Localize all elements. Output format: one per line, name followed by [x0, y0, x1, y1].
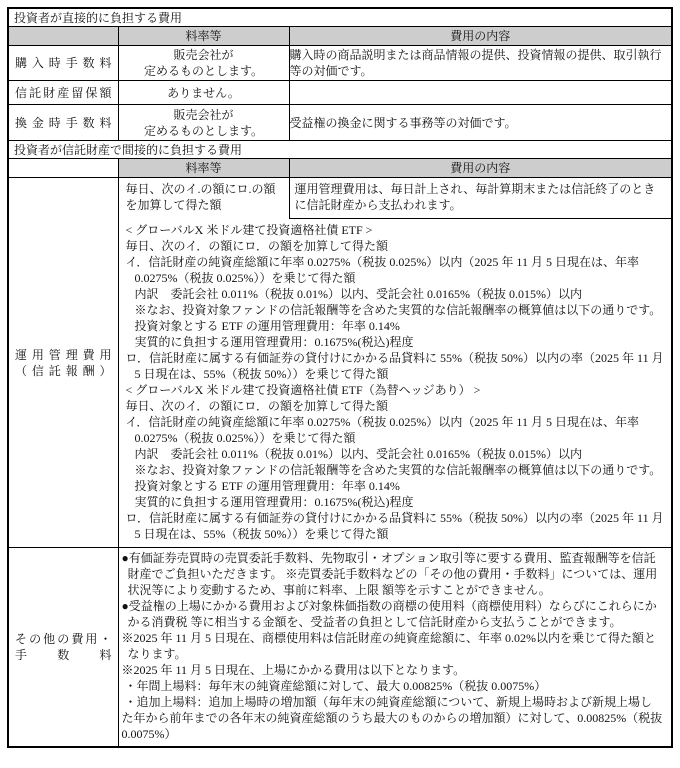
- fund2-effective-fee: 実質的に負担する運用管理費用：0.1675%(税込)程度: [134, 495, 414, 509]
- fund1-breakdown: 内訳 委託会社 0.011%（税抜 0.01%）以内、受託会社 0.0165%（税抜 0.015%）以内: [134, 287, 583, 301]
- header-cell-empty: [8, 27, 118, 46]
- fund1-item-i: イ．信託財産の純資産総額に年率 0.0275%（税抜 0.025%）以内（2025 年 11 月 5 日現在は、年率 0.0275%（税抜 0.025%））を乗じて得た額: [125, 255, 639, 285]
- management-fee-label-cell: [8, 178, 118, 548]
- redemption-fee-rate-line1: 販売会社が: [173, 107, 234, 122]
- header2-cell-content: 費用の内容: [289, 159, 672, 178]
- header-row-indirect: [8, 159, 672, 178]
- retention-label-cell: [8, 81, 118, 105]
- other-fees-bullet-listing: ●受益権の上場にかかる費用および対象株価指数の商標の使用料（商標使用料）ならびにこれらにかかる消費税 等に相当する金額を、受益者の負担として信託財産から支払うことができます。: [121, 599, 657, 629]
- header-cell-content: 費用の内容: [289, 27, 672, 46]
- purchase-fee-content: 購入時の商品説明または商品情報の提供、投資情報の提供、取引執行等の対価です。: [289, 46, 672, 81]
- row-retention-amount: [8, 81, 672, 105]
- management-fee-rate-intro: 毎日、次のイ.の額にロ.の額を加算して得た額: [125, 182, 276, 212]
- row-management-fee: [8, 178, 672, 548]
- redemption-fee-content: 受益権の換金に関する事務等の対価です。: [289, 105, 672, 141]
- fund2-note: ※なお、投資対象ファンドの信託報酬等を含めた実質的な信託報酬率の概算値は以下の通りです。: [134, 463, 662, 477]
- other-fees-body-cell: [118, 548, 672, 748]
- other-fees-note-trademark: ※2025 年 11 月 5 日現在、商標使用料は信託財産の純資産総額に、年率 0.02%以内を乗じて得た額となります。: [121, 631, 657, 661]
- section-title-indirect: 投資者が信託財産で間接的に負担する費用: [8, 141, 672, 159]
- purchase-fee-rate-line1: 販売会社が: [173, 48, 234, 62]
- fund1-note: ※なお、投資対象ファンドの信託報酬等を含めた実質的な信託報酬率の概算値は以下の通りです。: [134, 303, 662, 317]
- other-fees-additional-listing: ・追加上場料：追加上場時の増加額（毎年末の純資産総額について、新規上場時および新規上場した年から前年までの各年末の純資産総額のうち最大のものからの増加額）に対して、0.00825%（税抜 0.0075%）: [121, 695, 663, 741]
- row-redemption-fee: [8, 105, 672, 141]
- other-fees-paragraphs: [119, 548, 672, 746]
- fund2-daily-rule: 毎日、次のイ．の額にロ．の額を加算して得た額: [125, 399, 388, 413]
- fee-table: [7, 7, 673, 748]
- section-row-indirect: [8, 141, 672, 159]
- other-fees-bullet-brokerage: ●有価証券売買時の売買委託手数料、先物取引・オプション取引等に要する費用、監査報酬等を信託財産でご負担いただきます。 ※売買委託手数料などの「その他の費用・手数料」については、運用状況等により変動するため、事前に料率、上限 額等を示すことができません。: [121, 551, 658, 597]
- row-purchase-fee: [8, 46, 672, 81]
- fund1-effective-fee: 実質的に負担する運用管理費用：0.1675%(税込)程度: [134, 335, 414, 349]
- management-fee-label-line1: 運用管理費用: [15, 347, 112, 362]
- management-fee-label-line2: （信託報酬）: [15, 363, 112, 378]
- retention-label: 信託財産留保額: [15, 85, 112, 100]
- retention-rate-cell: [118, 81, 289, 105]
- fund1-item-ro: ロ．信託財産に属する有価証券の貸付けにかかる品貸料に 55%（税抜 50%）以内の率（2025 年 11 月 5 日現在は、55%（税抜 50%））を乗じて得た額: [125, 351, 664, 381]
- redemption-fee-rate-line2: 定めるものとします。: [143, 123, 264, 138]
- redemption-fee-rate-cell: [118, 105, 289, 141]
- fund2-item-i: イ．信託財産の純資産総額に年率 0.0275%（税抜 0.025%）以内（2025 年 11 月 5 日現在は、年率 0.0275%（税抜 0.025%））を乗じて得た額: [125, 415, 639, 445]
- fund2-etf-fee: 投資対象とする ETF の運用管理費用：年率 0.14%: [134, 479, 400, 493]
- section-title-direct: 投資者が直接的に負担する費用: [8, 8, 672, 27]
- other-fees-label-cell: [8, 548, 118, 748]
- management-fee-top: [119, 178, 672, 219]
- retention-content: [289, 81, 672, 105]
- management-fee-detail: [119, 219, 672, 547]
- fee-document: [7, 7, 673, 748]
- header-row-direct: [8, 27, 672, 46]
- section-row-direct: [8, 8, 672, 27]
- redemption-fee-label: 換金時手数料: [15, 115, 112, 130]
- management-fee-description: 運用管理費用は、毎日計上され、毎計算期末または信託終了のときに信託財産から支払われます。: [289, 178, 672, 219]
- redemption-fee-label-cell: [8, 105, 118, 141]
- management-fee-body-cell: [118, 178, 672, 548]
- header2-cell-rate: 料率等: [118, 159, 289, 178]
- purchase-fee-rate-cell: [118, 46, 289, 81]
- row-other-fees: [8, 548, 672, 748]
- purchase-fee-rate-line2: 定めるものとします。: [143, 64, 264, 78]
- other-fees-note-listing-costs: ※2025 年 11 月 5 日現在、上場にかかる費用は以下となります。: [121, 663, 466, 677]
- fund2-item-ro: ロ．信託財産に属する有価証券の貸付けにかかる品貸料に 55%（税抜 50%）以内の率（2025 年 11 月 5 日現在は、55%（税抜 50%））を乗じて得た額: [125, 511, 664, 541]
- header2-cell-empty: [8, 159, 118, 178]
- retention-rate-line1: ありません。: [167, 85, 240, 100]
- fund2-breakdown: 内訳 委託会社 0.011%（税抜 0.01%）以内、受託会社 0.0165%（税抜 0.015%）以内: [134, 447, 583, 461]
- other-fees-label-line1: その他の費用・: [15, 632, 112, 646]
- fund1-etf-fee: 投資対象とする ETF の運用管理費用：年率 0.14%: [134, 319, 400, 333]
- fund2-title: < グローバルX 米ドル建て投資適格社債 ETF（為替ヘッジあり） >: [125, 383, 481, 397]
- fund1-title: < グローバルX 米ドル建て投資適格社債 ETF >: [125, 223, 373, 237]
- fund1-daily-rule: 毎日、次のイ．の額にロ．の額を加算して得た額: [125, 239, 388, 253]
- other-fees-label-line2: 手数料: [15, 648, 112, 662]
- purchase-fee-label-cell: [8, 46, 118, 81]
- header-cell-rate: 料率等: [118, 27, 289, 46]
- purchase-fee-label: 購入時手数料: [15, 56, 112, 70]
- other-fees-annual-listing: ・年間上場料：毎年末の純資産総額に対して、最大 0.00825%（税抜 0.0075%）: [124, 679, 547, 693]
